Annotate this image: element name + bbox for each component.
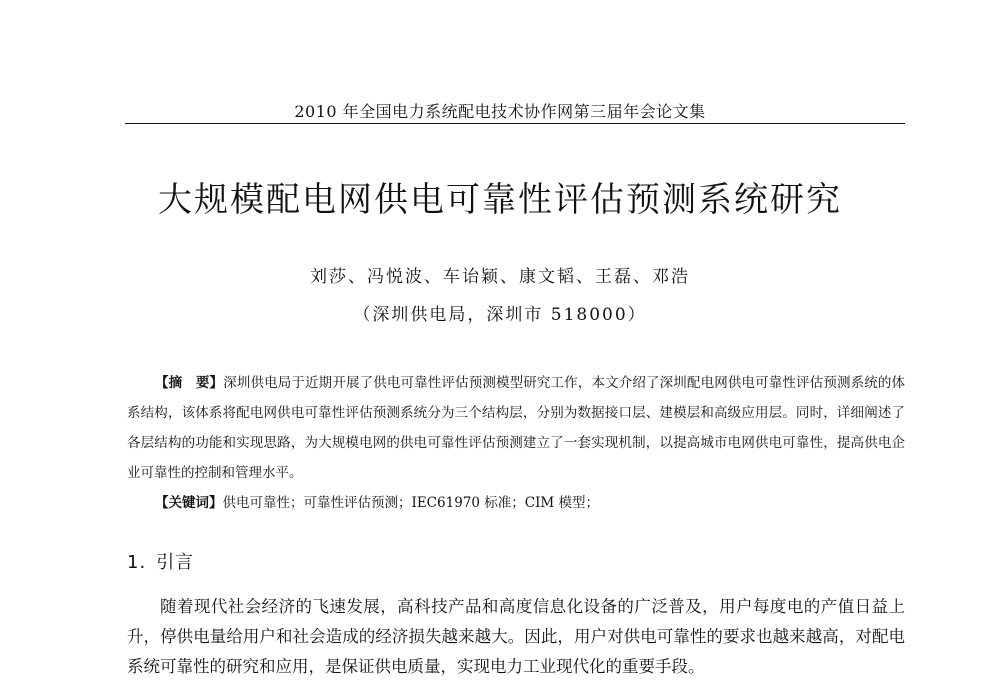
abstract-text: 深圳供电局于近期开展了供电可靠性评估预测模型研究工作，本文介绍了深圳配电网供电可靠性评估预测系统的体系结构，该体系将配电网供电可靠性评估预测系统分为三个结构层，分别为数据接口层、建模层和高级应用层。同时，详细阐述了各层结构的功能和实现思路，为大规模电网的供电可靠性评估预测建立了一套实现机制，以提高城市电网供电可靠性，提高供电企业可靠性的控制和管理水平。 bbox=[127, 375, 906, 481]
author-list: 刘莎、冯悦波、车诒颖、康文韬、王磊、邓浩 bbox=[310, 267, 690, 287]
affiliation: （深圳供电局，深圳市 518000） bbox=[353, 305, 647, 325]
section-number: 1. bbox=[127, 552, 147, 573]
keywords-text: 供电可靠性；可靠性评估预测；IEC61970 标准；CIM 模型； bbox=[222, 495, 600, 511]
keywords-label: 【关键词】 bbox=[155, 495, 223, 511]
body-paragraph: 随着现代社会经济的飞速发展，高科技产品和高度信息化设备的广泛普及，用户每度电的产值日益上升，停供电量给用户和社会造成的经济损失越来越大。因此，用户对供电可靠性的要求也越来越高，对配电系统可靠性的研究和应用，是保证供电质量，实现电力工业现代化的重要手段。 bbox=[127, 597, 905, 676]
section-title: 引言 bbox=[156, 552, 195, 573]
section-heading bbox=[127, 548, 194, 574]
header-rule bbox=[125, 123, 905, 124]
paper-title: 大规模配电网供电可靠性评估预测系统研究 bbox=[158, 180, 842, 220]
abstract-label: 【摘 要】 bbox=[155, 375, 224, 391]
running-header: 2010 年全国电力系统配电技术协作网第三届年会论文集 bbox=[294, 102, 706, 121]
abstract-block bbox=[127, 368, 905, 488]
keywords-block bbox=[155, 488, 905, 518]
